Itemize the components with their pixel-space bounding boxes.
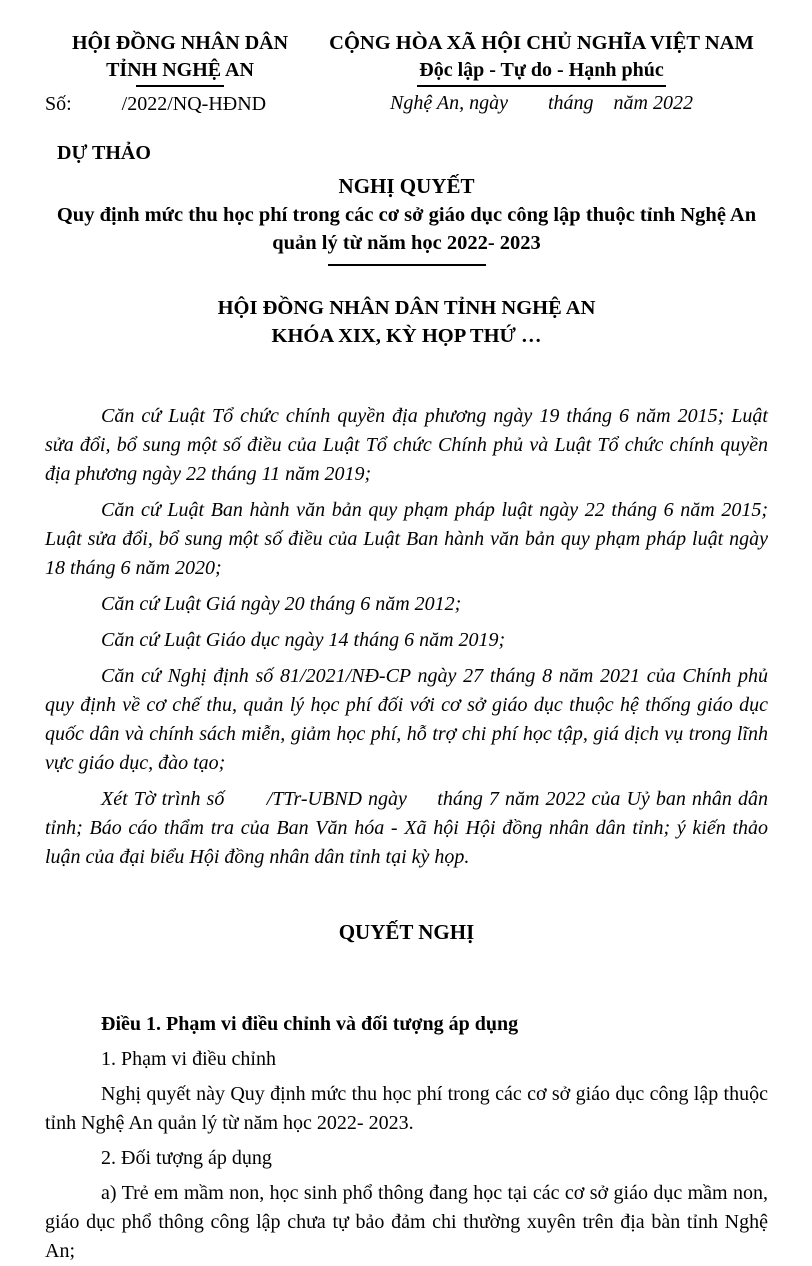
resolve-heading: QUYẾT NGHỊ xyxy=(338,920,475,944)
preamble-paragraph: Căn cứ Nghị định số 81/2021/NĐ-CP ngày 27 tháng 8 năm 2021 của Chính phủ quy định về cơ chế thu, quản lý học phí đối với cơ sở giáo dục thuộc hệ thống giáo dục quốc dân và chính sách miễn, giảm học phí, hỗ trợ chi phí học tập, giá dịch vụ trong lĩnh vực giáo dục, đào tạo; xyxy=(45,665,768,774)
draft-label: DỰ THẢO xyxy=(57,142,151,164)
issuing-org-block xyxy=(45,30,315,118)
issuer-line2: KHÓA XIX, KỲ HỌP THỨ … xyxy=(271,325,542,347)
motto: Độc lập - Tự do - Hạnh phúc xyxy=(417,57,665,87)
article-1-item: 2. Đối tượng áp dụng xyxy=(101,1147,272,1169)
republic-motto-block xyxy=(315,30,768,117)
article-1-heading: Điều 1. Phạm vi điều chỉnh và đối tượng áp dụng xyxy=(101,1013,519,1035)
preamble-paragraph: Căn cứ Luật Ban hành văn bản quy phạm pháp luật ngày 22 tháng 6 năm 2015; Luật sửa đổi, bổ sung một số điều của Luật Ban hành văn bản quy phạm pháp luật ngày 18 tháng 6 năm 2020; xyxy=(45,499,768,579)
article-1-item: 1. Phạm vi điều chỉnh xyxy=(101,1048,276,1070)
issuing-org-name-line1: HỘI ĐỒNG NHÂN DÂN xyxy=(71,32,289,54)
motto-wrap xyxy=(315,57,768,87)
document-number: Số: /2022/NQ-HĐND xyxy=(45,93,267,115)
republic-name: CỘNG HÒA XÃ HỘI CHỦ NGHĨA VIỆT NAM xyxy=(329,32,754,54)
preamble-paragraph: Xét Tờ trình số /TTr-UBND ngày tháng 7 năm 2022 của Uỷ ban nhân dân tỉnh; Báo cáo thẩm tra của Ban Văn hóa - Xã hội Hội đồng nhân dân tỉnh; ý kiến thảo luận của đại biểu Hội đồng nhân dân tỉnh tại kỳ họp. xyxy=(45,788,773,868)
preamble-paragraph: Căn cứ Luật Tổ chức chính quyền địa phương ngày 19 tháng 6 năm 2015; Luật sửa đổi, bổ sung một số điều của Luật Tổ chức Chính phủ và Luật Tổ chức chính quyền địa phương ngày 22 tháng 11 năm 2019; xyxy=(45,405,768,485)
issuer-block xyxy=(45,294,768,350)
article-1 xyxy=(45,1010,768,1266)
org-underline-rule xyxy=(136,85,224,87)
preamble-paragraph: Căn cứ Luật Giá ngày 20 tháng 6 năm 2012; xyxy=(101,593,462,615)
place-dateline: Nghệ An, ngày tháng năm 2022 xyxy=(390,92,693,114)
issuing-org-name-line2: TỈNH NGHỆ AN xyxy=(106,59,254,81)
document-subject-title: Quy định mức thu học phí trong các cơ sở giáo dục công lập thuộc tỉnh Nghệ An quản lý từ năm học 2022- 2023 xyxy=(56,204,757,254)
document-type-title: NGHỊ QUYẾT xyxy=(338,174,475,198)
preamble-section xyxy=(45,402,773,872)
issuer-line1: HỘI ĐỒNG NHÂN DÂN TỈNH NGHỆ AN xyxy=(217,297,596,319)
national-header xyxy=(45,30,768,118)
preamble-paragraph: Căn cứ Luật Giáo dục ngày 14 tháng 6 năm 2019; xyxy=(101,629,506,651)
title-separator-rule xyxy=(328,264,486,266)
article-1-item: a) Trẻ em mầm non, học sinh phổ thông đang học tại các cơ sở giáo dục mầm non, giáo dục phổ thông công lập chưa tự bảo đảm chi thường xuyên trên địa bàn tỉnh Nghệ An; xyxy=(45,1182,768,1262)
article-1-item: Nghị quyết này Quy định mức thu học phí trong các cơ sở giáo dục công lập thuộc tỉnh Nghệ An quản lý từ năm học 2022- 2023. xyxy=(45,1083,768,1134)
